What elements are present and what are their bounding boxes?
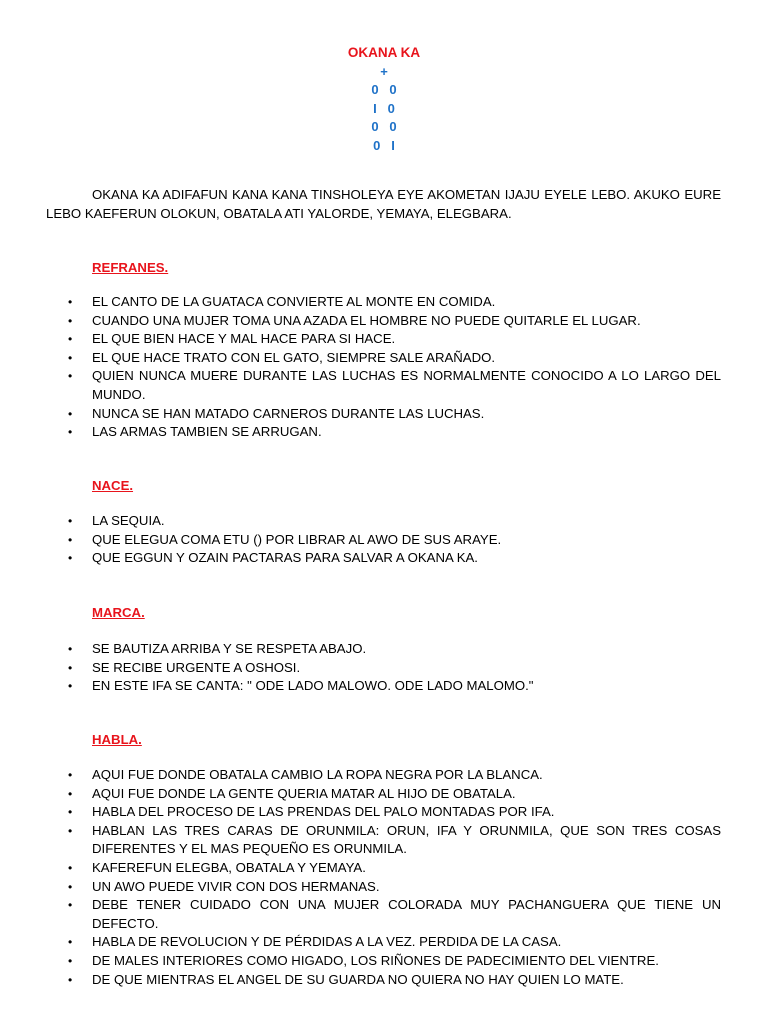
- list-item-text: EN ESTE IFA SE CANTA: " ODE LADO MALOWO. ODE LADO MALOMO.": [92, 678, 534, 694]
- list-item-text: QUE EGGUN Y OZAIN PACTARAS PARA SALVAR A OKANA KA.: [92, 550, 478, 566]
- bullet-icon: •: [68, 425, 73, 440]
- list-item-text: UN AWO PUEDE VIVIR CON DOS HERMANAS.: [92, 878, 380, 894]
- list-item: [0, 785, 721, 804]
- bullet-icon: •: [68, 532, 73, 547]
- bullet-icon: •: [68, 295, 73, 309]
- list-item-text: LAS ARMAS TAMBIEN SE ARRUGAN.: [92, 424, 322, 440]
- list-item: [0, 878, 721, 897]
- list-item-text: EL QUE HACE TRATO CON EL GATO, SIEMPRE SALE ARAÑADO.: [92, 349, 496, 365]
- bullet-icon: •: [68, 972, 73, 987]
- list-item-text: HABLA DE REVOLUCION Y DE PÉRDIDAS A LA VEZ. PERDIDA DE LA CASA.: [92, 934, 562, 950]
- section-title-habla: HABLA.: [92, 732, 142, 747]
- list-item: [0, 312, 721, 331]
- list-item: [0, 367, 721, 404]
- bullet-icon: •: [68, 953, 73, 968]
- bullet-icon: •: [68, 860, 73, 875]
- document-title: OKANA KA: [347, 45, 421, 60]
- list-item: [0, 859, 721, 878]
- list-item-text: DE QUE MIENTRAS EL ANGEL DE SU GUARDA NO QUIERA NO HAY QUIEN LO MATE.: [92, 971, 624, 987]
- odu-sign-line-3: I 0: [373, 100, 395, 116]
- list-item: [0, 659, 721, 678]
- list-item: [0, 677, 721, 696]
- bullet-icon: •: [68, 660, 73, 675]
- list-item: [0, 766, 721, 785]
- list-item-text: LA SEQUIA.: [92, 513, 165, 528]
- list-item: [0, 531, 721, 550]
- list-refranes: [0, 293, 768, 442]
- list-marca: [0, 640, 768, 696]
- section-title-refranes: REFRANES.: [92, 260, 169, 275]
- list-item: [0, 423, 721, 442]
- bullet-icon: •: [68, 332, 73, 347]
- list-item: [0, 640, 721, 659]
- list-item-text: EL QUE BIEN HACE Y MAL HACE PARA SI HACE.: [92, 331, 396, 347]
- list-item-text: SE BAUTIZA ARRIBA Y SE RESPETA ABAJO.: [92, 641, 367, 656]
- bullet-icon: •: [68, 898, 73, 913]
- list-item: [0, 971, 721, 990]
- list-item-text: SE RECIBE URGENTE A OSHOSI.: [92, 659, 301, 675]
- list-item-text: KAFEREFUN ELEGBA, OBATALA Y YEMAYA.: [92, 859, 366, 875]
- section-title-nace: NACE.: [92, 478, 134, 493]
- list-item-text: DE MALES INTERIORES COMO HIGADO, LOS RIÑONES DE PADECIMIENTO DEL VIENTRE.: [92, 952, 659, 968]
- bullet-icon: •: [68, 679, 73, 694]
- list-item-text: QUE ELEGUA COMA ETU () POR LIBRAR AL AWO DE SUS ARAYE.: [92, 531, 502, 547]
- bullet-icon: •: [68, 805, 73, 820]
- list-item-text: NUNCA SE HAN MATADO CARNEROS DURANTE LAS LUCHAS.: [92, 405, 485, 421]
- bullet-icon: •: [68, 514, 73, 528]
- odu-header: [0, 44, 768, 155]
- bullet-icon: •: [68, 823, 73, 838]
- bullet-icon: •: [68, 879, 73, 894]
- list-item: [0, 549, 721, 568]
- list-item: [0, 293, 721, 312]
- odu-sign-line-2: 0 0: [371, 82, 397, 97]
- bullet-icon: •: [68, 313, 73, 328]
- bullet-icon: •: [68, 642, 73, 656]
- bullet-icon: •: [68, 935, 73, 950]
- bullet-icon: •: [68, 768, 73, 782]
- intro-paragraph: OKANA KA ADIFAFUN KANA KANA TINSHOLEYA EYE AKOMETAN IJAJU EYELE LEBO. AKUKO EURE LEBO KAEFERUN OLOKUN, OBATALA ATI YALORDE, YEMAYA, ELEGBARA.: [46, 187, 721, 221]
- list-item: [0, 405, 721, 424]
- odu-sign-line-1: +: [380, 63, 388, 79]
- list-item: [0, 822, 721, 859]
- odu-sign-line-5: 0 I: [373, 137, 395, 153]
- bullet-icon: •: [68, 369, 73, 384]
- list-item: [0, 933, 721, 952]
- list-item-text: CUANDO UNA MUJER TOMA UNA AZADA EL HOMBRE NO PUEDE QUITARLE EL LUGAR.: [92, 312, 641, 328]
- list-item-text: HABLAN LAS TRES CARAS DE ORUNMILA: ORUN, IFA Y ORUNMILA, QUE SON TRES COSAS DIFERENTES Y EL MAS PEQUEÑO ES ORUNMILA.: [92, 822, 721, 857]
- bullet-icon: •: [68, 350, 73, 365]
- bullet-icon: •: [68, 551, 73, 566]
- list-item: [0, 896, 721, 933]
- list-item-text: EL CANTO DE LA GUATACA CONVIERTE AL MONTE EN COMIDA.: [92, 294, 496, 309]
- bullet-icon: •: [68, 406, 73, 421]
- list-nace: [0, 512, 768, 568]
- list-item-text: HABLA DEL PROCESO DE LAS PRENDAS DEL PALO MONTADAS POR IFA.: [92, 804, 555, 820]
- odu-sign-line-4: 0 0: [371, 119, 397, 134]
- list-item-text: AQUI FUE DONDE LA GENTE QUERIA MATAR AL HIJO DE OBATALA.: [92, 785, 516, 801]
- section-title-marca: MARCA.: [92, 605, 145, 620]
- list-item: [0, 349, 721, 368]
- list-item-text: QUIEN NUNCA MUERE DURANTE LAS LUCHAS ES NORMALMENTE CONOCIDO A LO LARGO DEL MUNDO.: [92, 368, 721, 402]
- list-item-text: AQUI FUE DONDE OBATALA CAMBIO LA ROPA NEGRA POR LA BLANCA.: [92, 767, 543, 782]
- list-item-text: DEBE TENER CUIDADO CON UNA MUJER COLORADA MUY PACHANGUERA QUE TIENE UN DEFECTO.: [92, 897, 721, 931]
- list-item: [0, 512, 721, 531]
- list-item: [0, 803, 721, 822]
- list-item: [0, 952, 721, 971]
- list-habla: [0, 766, 768, 989]
- list-item: [0, 330, 721, 349]
- bullet-icon: •: [68, 786, 73, 801]
